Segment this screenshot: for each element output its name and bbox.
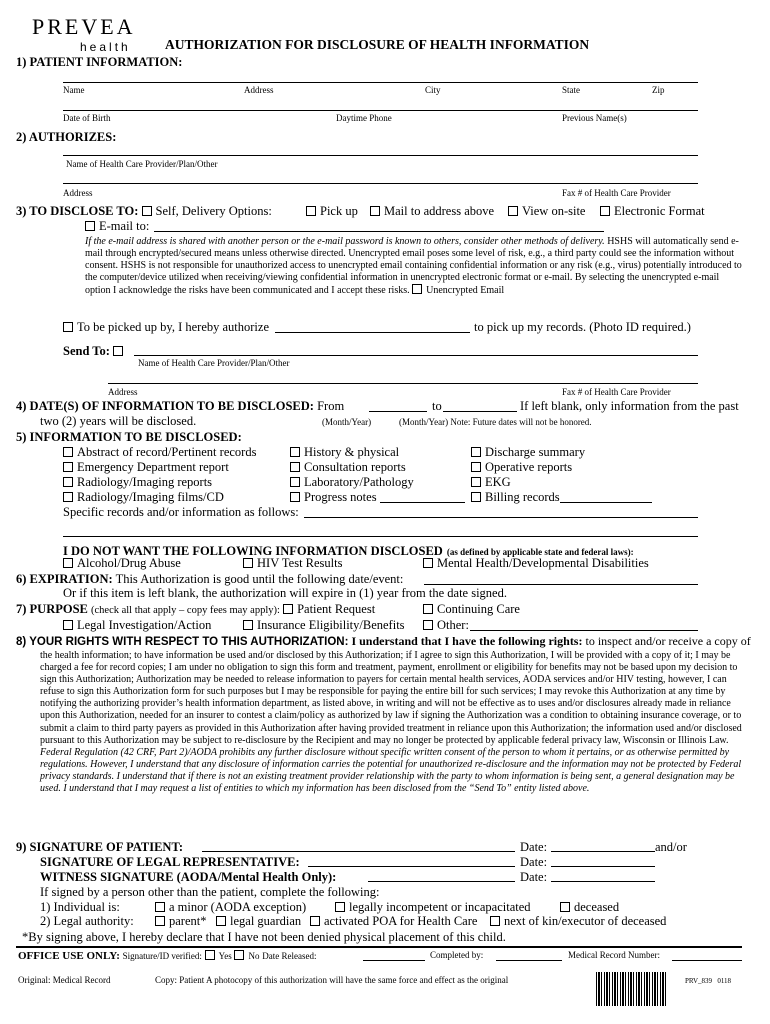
patient-signature-line[interactable] (202, 851, 515, 852)
list-item (471, 445, 585, 460)
released-label: Date Released: (262, 951, 317, 961)
rights-body (40, 650, 752, 795)
patient-date-line[interactable] (551, 851, 655, 852)
guardian-option (216, 914, 301, 929)
email-label: E-mail to: (99, 219, 150, 233)
alcohol-option (63, 556, 181, 571)
unencrypted-label: Unencrypted Email (426, 285, 505, 297)
picked-up-option (63, 320, 269, 335)
mental-checkbox[interactable] (423, 558, 433, 568)
item-label: Laboratory/Pathology (304, 475, 414, 489)
parent-option (155, 914, 206, 929)
released-line[interactable] (363, 960, 425, 961)
continuing-care-option (423, 602, 520, 617)
send-to-provider-label: Name of Health Care Provider/Plan/Other (138, 358, 290, 368)
patient-date-label: Date: (520, 840, 548, 854)
city-label: City (425, 85, 441, 95)
rep-date-line[interactable] (551, 866, 655, 867)
info-column-1 (63, 445, 256, 505)
provider-address-line[interactable] (63, 183, 698, 184)
continuing-care-label: Continuing Care (437, 602, 520, 616)
rights-intro: to inspect and/or receive a copy of (585, 634, 751, 648)
picked-up-checkbox[interactable] (63, 322, 73, 332)
item-label: EKG (485, 475, 511, 489)
completed-line[interactable] (496, 960, 562, 961)
picked-up-suffix: to pick up my records. (Photo ID required.) (474, 320, 691, 334)
deceased-label: deceased (574, 900, 620, 914)
section-4-row (16, 399, 344, 414)
zip-label: Zip (652, 85, 665, 95)
item-label: Radiology/Imaging films/CD (77, 490, 224, 504)
insurance-label: Insurance Eligibility/Benefits (257, 618, 405, 632)
checkbox[interactable] (63, 462, 73, 472)
individual-label: 1) Individual is: (40, 900, 120, 914)
office-use-row (18, 950, 316, 962)
to-line[interactable] (443, 411, 517, 412)
email-notice (85, 236, 745, 297)
pickup-option (306, 204, 358, 219)
section-7-row (16, 602, 375, 617)
form-code-text: PRV_839 (685, 977, 713, 985)
billing-records-line[interactable] (560, 502, 652, 503)
andor-label: and/or (655, 840, 687, 854)
alcohol-label: Alcohol/Drug Abuse (77, 556, 181, 570)
patient-request-checkbox[interactable] (283, 604, 293, 614)
provider-line[interactable] (63, 155, 698, 156)
send-to-checkbox[interactable] (113, 346, 123, 356)
rights-bold: I understand that I have the following rights: (351, 634, 583, 648)
continuing-care-checkbox[interactable] (423, 604, 433, 614)
list-item (63, 475, 256, 490)
progress-notes-line[interactable] (380, 502, 465, 503)
checkbox[interactable] (290, 492, 300, 502)
previous-names-label: Previous Name(s) (562, 113, 627, 123)
office-use-label: OFFICE USE ONLY: (18, 950, 120, 962)
from-label: From (317, 399, 345, 413)
other-line[interactable] (470, 630, 698, 631)
minor-label: a minor (AODA exception) (169, 900, 307, 914)
barcode-icon (596, 972, 668, 1006)
info-column-2 (290, 445, 414, 505)
pickup-checkbox[interactable] (306, 206, 316, 216)
mail-option (370, 204, 494, 219)
to-label: to (432, 399, 442, 413)
list-item (290, 475, 414, 490)
completed-label: Completed by: (430, 950, 484, 960)
email-notice-italic: If the e-mail address is shared with another person or the e-mail password is known to others, consider other methods of delivery. (85, 236, 605, 247)
checkbox[interactable] (290, 462, 300, 472)
hiv-label: HIV Test Results (257, 556, 343, 570)
pickup-label: Pick up (320, 204, 358, 218)
legal-label: Legal Investigation/Action (77, 618, 212, 632)
list-item (63, 490, 256, 505)
logo-text: PREVEA (32, 14, 136, 39)
phone-label: Daytime Phone (336, 113, 392, 123)
info-column-3 (471, 445, 585, 505)
unencrypted-checkbox[interactable] (412, 284, 422, 294)
checkbox[interactable] (471, 492, 481, 502)
witness-date-line[interactable] (551, 881, 655, 882)
incompetent-checkbox[interactable] (335, 902, 345, 912)
parent-label: parent* (169, 914, 207, 928)
poa-option (310, 914, 477, 929)
poa-label: activated POA for Health Care (324, 914, 478, 928)
alcohol-checkbox[interactable] (63, 558, 73, 568)
expiration-text: This Authorization is good until the following date/event: (115, 572, 404, 586)
left-blank-note: If left blank, only information from the past (520, 399, 739, 413)
mail-checkbox[interactable] (370, 206, 380, 216)
specific-records-line-2[interactable] (63, 536, 698, 537)
logo-subtext: health (80, 40, 131, 54)
checkbox[interactable] (63, 477, 73, 487)
form-title: AUTHORIZATION FOR DISCLOSURE OF HEALTH INFORMATION (165, 37, 590, 52)
list-item (63, 445, 256, 460)
picked-up-line[interactable] (275, 332, 470, 333)
list-item (290, 460, 414, 475)
item-label: Progress notes (304, 490, 377, 504)
not-want-heading: I DO NOT WANT THE FOLLOWING INFORMATION DISCLOSED (63, 544, 443, 558)
section-6-row (16, 572, 403, 587)
list-item (471, 475, 585, 490)
legal-checkbox[interactable] (63, 620, 73, 630)
rights-text: the health information; to have information be used and/or disclosed by this Authorization; if I agree to sign this Authorization, I will be provided with a copy of it; I may be charged a fee for record copies; I am under no obligation to sign this form and treatment, payment, enrollment or eligibility for benefits may not be based upon my decision to sign this Authorization; Authorization may be needed to release information to payers for certain mental health services, AODA services and/or HIV testing, however, I can refuse to sign this Authorization form for such purposes but I may be responsible for paying the entire bill for such services; I may revoke this Authorization at any time by notifying the authorizing provider’s health information department, as listed above, in writing and will not be effective as to uses and/or disclosures already made in reliance upon this Authorization, needed for an insurer to contest a claim/policy as authorized by law if signing the Authorization was a condition to obtaining insurance coverage, or to submit a claim to third party payers as provided in this Authorization after having provided treatment in reliance upon this Authorization; the information used and/or disclosed pursuant to this Authorization may be subject to re-disclosure by the Recipient and may no longer be protected by applicable federal privacy law, Wisconsin or Illinois Law. (40, 650, 742, 746)
state-label: State (562, 85, 580, 95)
patient-info-line-1[interactable] (63, 82, 698, 83)
send-to-address-line[interactable] (108, 383, 698, 384)
expiration-note: Or if this item is left blank, the authorization will expire in (1) year from the date signed. (63, 586, 507, 600)
declaration-text: *By signing above, I hereby declare that I have not been denied physical placement of this child. (22, 930, 506, 944)
hiv-option (243, 556, 342, 571)
item-label: Consultation reports (304, 460, 406, 474)
witness-signature-label: WITNESS SIGNATURE (AODA/Mental Health Only): (40, 870, 337, 884)
onsite-checkbox[interactable] (508, 206, 518, 216)
item-label: Discharge summary (485, 445, 586, 459)
address-label: Address (244, 85, 274, 95)
not-want-note: (as defined by applicable state and federal laws): (446, 547, 634, 557)
provider-label: Name of Health Care Provider/Plan/Other (66, 159, 218, 169)
parent-checkbox[interactable] (155, 916, 165, 926)
deceased-checkbox[interactable] (560, 902, 570, 912)
provider-address-label: Address (63, 188, 93, 198)
section-3-heading: 3) TO DISCLOSE TO: (16, 204, 139, 218)
form-revision: 0118 (717, 977, 732, 985)
other-checkbox[interactable] (423, 620, 433, 630)
kin-option (490, 914, 666, 929)
purpose-note: (check all that apply – copy fees may apply): (91, 605, 280, 616)
section-5-heading: 5) INFORMATION TO BE DISCLOSED: (16, 430, 242, 444)
to-month-year: (Month/Year) Note: Future dates will not be honored. (399, 417, 592, 427)
no-checkbox[interactable] (234, 950, 244, 960)
section-4-heading: 4) DATE(S) OF INFORMATION TO BE DISCLOSED: (16, 399, 314, 413)
section-3-row (16, 204, 272, 219)
self-label: Self, Delivery Options: (155, 204, 272, 218)
item-label: Emergency Department report (77, 460, 229, 474)
electronic-option (600, 204, 705, 219)
checkbox[interactable] (290, 447, 300, 457)
checkbox[interactable] (471, 477, 481, 487)
copy-note: Copy: Patient A photocopy of this authorization will have the same force and effect as the original (155, 975, 509, 985)
section-8-heading: 8) YOUR RIGHTS WITH RESPECT TO THIS AUTHORIZATION: (16, 636, 349, 648)
two-years-note: two (2) years will be disclosed. (40, 414, 197, 428)
authority-label: 2) Legal authority: (40, 914, 134, 928)
send-to-label: Send To: (63, 344, 110, 358)
specific-records-line-1[interactable] (304, 517, 698, 518)
email-notice-body: HSHS will automatically send e-mail through encrypted/secured means unless otherwise directed. Unencrypted email poses some level of risk, e.g., a third party could see the information without consent. HSHS is not responsible for unauthorized access to unencrypted email containing confidential information or any risk (e.g., virus) potentially introduced to the computer/device utilized when receiving/viewing confidential information in unencrypted electronic format or e-mail. By selecting the unencrypted e-mail option I acknowledge the risks have been communicated and I accept these risks. (85, 236, 742, 297)
verified-label: Signature/ID verified: (122, 951, 202, 961)
checkbox[interactable] (63, 447, 73, 457)
guardian-checkbox[interactable] (216, 916, 226, 926)
specific-records-label: Specific records and/or information as follows: (63, 505, 299, 519)
item-label: Abstract of record/Pertinent records (77, 445, 257, 459)
onsite-label: View on-site (522, 204, 586, 218)
minor-checkbox[interactable] (155, 902, 165, 912)
prevea-logo (30, 14, 145, 56)
mental-option (423, 556, 649, 571)
item-label: Billing records (485, 490, 560, 504)
mail-label: Mail to address above (384, 204, 495, 218)
list-item (63, 460, 256, 475)
checkbox[interactable] (471, 447, 481, 457)
kin-label: next of kin/executor of deceased (504, 914, 667, 928)
list-item (471, 460, 585, 475)
item-label: Radiology/Imaging reports (77, 475, 213, 489)
insurance-checkbox[interactable] (243, 620, 253, 630)
picked-up-label: To be picked up by, I hereby authorize (77, 320, 269, 334)
email-line[interactable] (154, 231, 604, 232)
rep-signature-line[interactable] (308, 866, 515, 867)
checkbox[interactable] (63, 492, 73, 502)
rep-signature-label: SIGNATURE OF LEGAL REPRESENTATIVE: (40, 855, 300, 869)
list-item (290, 445, 414, 460)
name-label: Name (63, 85, 85, 95)
checkbox[interactable] (471, 462, 481, 472)
item-label: History & physical (304, 445, 400, 459)
insurance-option (243, 618, 405, 633)
hiv-checkbox[interactable] (243, 558, 253, 568)
legal-option (63, 618, 211, 633)
section-2-heading: 2) AUTHORIZES: (16, 130, 117, 144)
mrn-label: Medical Record Number: (568, 950, 660, 960)
section-1-heading: 1) PATIENT INFORMATION: (16, 55, 183, 69)
minor-option (155, 900, 306, 915)
other-option (423, 618, 469, 633)
section-8-row (16, 634, 751, 649)
email-option (85, 219, 149, 234)
section-7-heading: 7) PURPOSE (16, 602, 88, 616)
electronic-checkbox[interactable] (600, 206, 610, 216)
no-label: No (248, 951, 260, 961)
patient-request-label: Patient Request (297, 602, 376, 616)
patient-signature-label: 9) SIGNATURE OF PATIENT: (16, 840, 184, 854)
office-divider (16, 946, 742, 948)
witness-signature-line[interactable] (368, 881, 515, 882)
incompetent-option (335, 900, 531, 915)
yes-label: Yes (218, 951, 232, 961)
email-checkbox[interactable] (85, 221, 95, 231)
from-month-year: (Month/Year) (322, 417, 372, 427)
witness-date-label: Date: (520, 870, 548, 884)
patient-info-line-2[interactable] (63, 110, 698, 111)
deceased-option (560, 900, 619, 915)
onsite-option (508, 204, 585, 219)
electronic-label: Electronic Format (614, 204, 705, 218)
incompetent-label: legally incompetent or incapacitated (349, 900, 531, 914)
yes-checkbox[interactable] (205, 950, 215, 960)
send-to-fax-label: Fax # of Health Care Provider (562, 387, 671, 397)
rights-italic: Federal Regulation (42 CRF, Part 2)/AODA prohibits any further disclosure without specific written consent of the person to whom it pertains, or as otherwise permitted by regulations. However, I understand that any disclosure of information carries the potential for unauthorized re-disclosure and the information may not be protected by Federal privacy standards. I understand that if there is not an existing treatment provider relationship with the party to whom information is being sent, a general designation may be used. I understand that I may request a list of entities to which my information has been disclosed from the “Send To” entity listed above. (40, 746, 742, 795)
provider-fax-label: Fax # of Health Care Provider (562, 188, 671, 198)
section-6-heading: 6) EXPIRATION: (16, 572, 113, 586)
rep-date-label: Date: (520, 855, 548, 869)
if-signed-text: If signed by a person other than the patient, complete the following: (40, 885, 380, 899)
dob-label: Date of Birth (63, 113, 111, 123)
expiration-line[interactable] (424, 584, 698, 585)
send-to-line[interactable] (134, 355, 698, 356)
checkbox[interactable] (290, 477, 300, 487)
item-label: Operative reports (485, 460, 573, 474)
poa-checkbox[interactable] (310, 916, 320, 926)
form-code (685, 977, 731, 985)
original-note: Original: Medical Record (18, 975, 111, 985)
mrn-line[interactable] (672, 960, 742, 961)
self-checkbox[interactable] (142, 206, 152, 216)
send-to-row (63, 344, 127, 359)
kin-checkbox[interactable] (490, 916, 500, 926)
other-label: Other: (437, 618, 469, 632)
from-line[interactable] (369, 411, 427, 412)
guardian-label: legal guardian (230, 914, 302, 928)
send-to-address-label: Address (108, 387, 138, 397)
mental-label: Mental Health/Developmental Disabilities (437, 556, 649, 570)
